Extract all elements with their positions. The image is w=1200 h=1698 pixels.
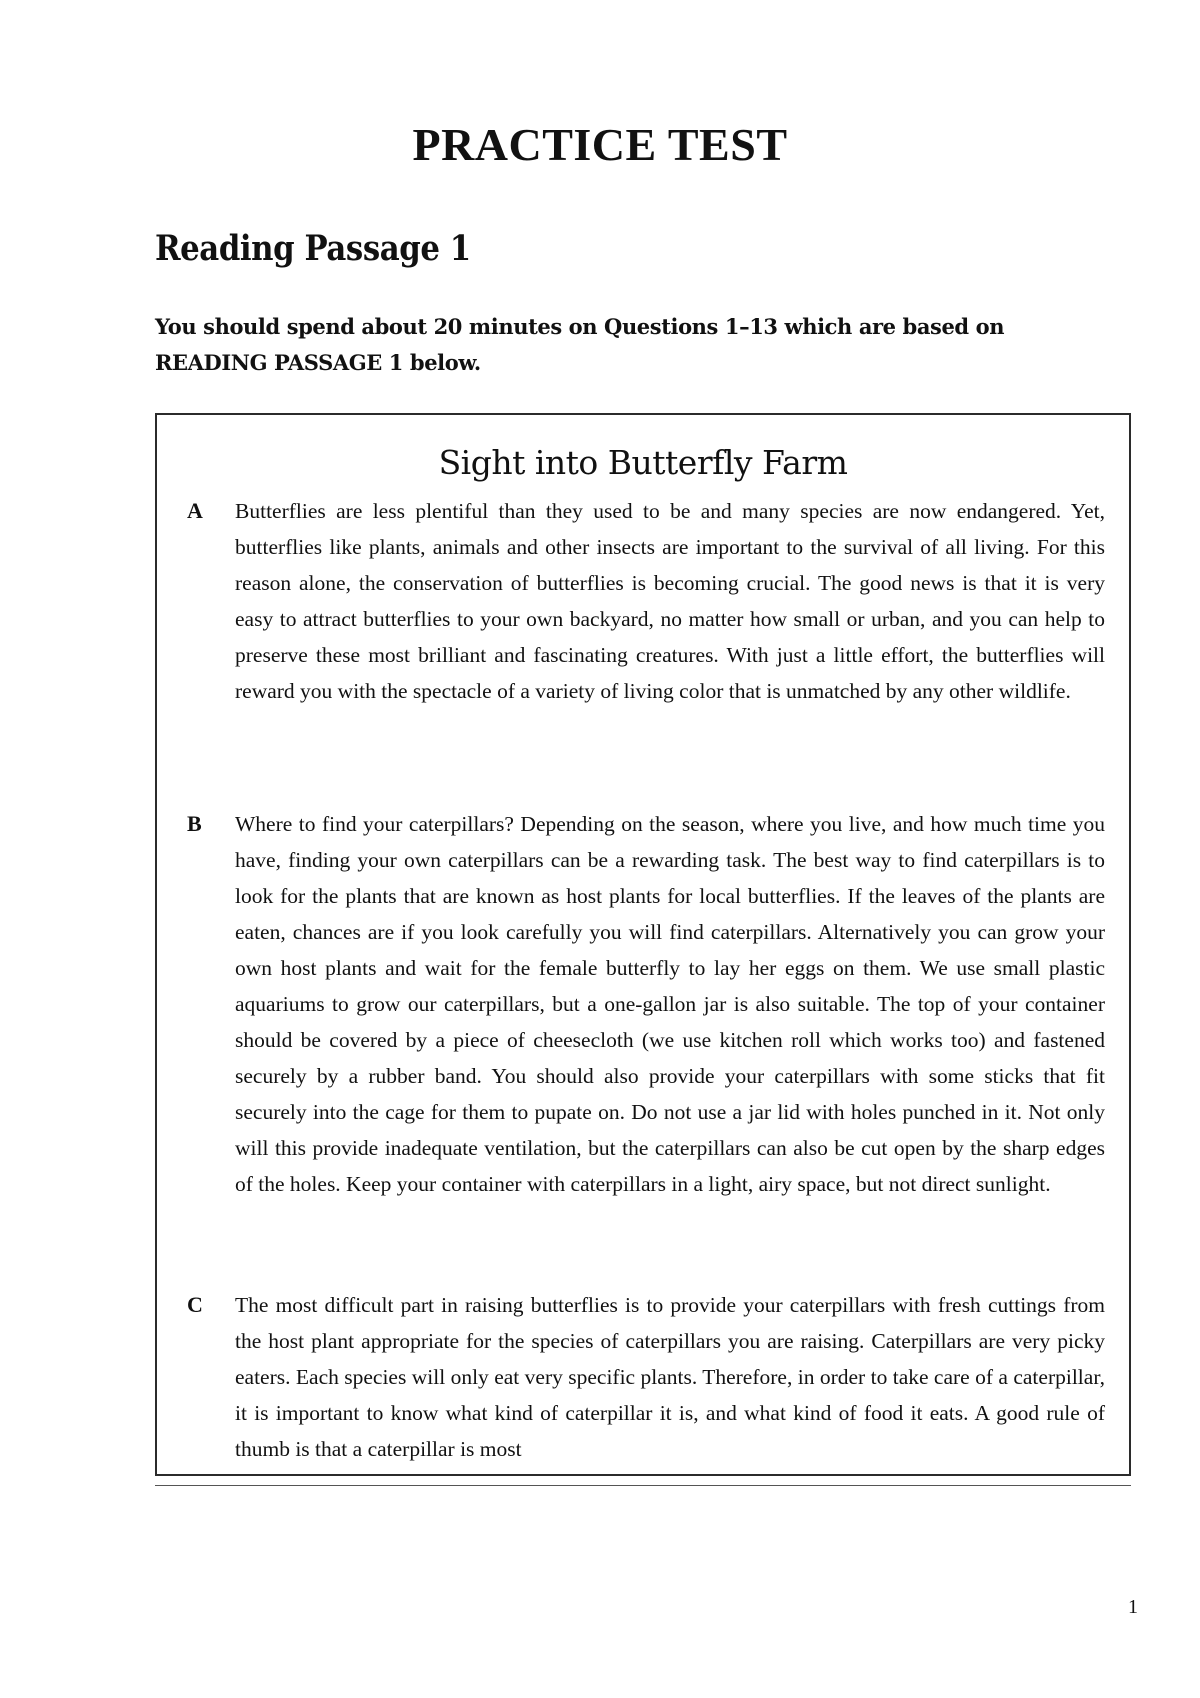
paragraph-text: Butterflies are less plentiful than they used to be and many species are now endangered. Yet, butterflies like plants, animals and other insects are important to the survival of all living. For this reason alone, the conservation of butterflies is becoming crucial. The good news is that it is very easy to attract butterflies to your own backyard, no matter how small or urban, and you can help to preserve these most brilliant and fascinating creatures. With just a little effort, the butterflies will reward you with the spectacle of a variety of living color that is unmatched by any other wildlife. bbox=[235, 499, 1105, 703]
paragraph-text: The most difficult part in raising butterflies is to provide your caterpillars with fresh cuttings from the host plant appropriate for the species of caterpillars you are raising. Caterpillars are very picky eaters. Each species will only eat very specific plants. Therefore, in order to take care of a caterpillar, it is important to know what kind of caterpillar it is, and what kind of food it eats. A good rule of thumb is that a caterpillar is most bbox=[235, 1293, 1105, 1461]
page-number: 1 bbox=[1128, 1596, 1138, 1618]
passage-box bbox=[155, 413, 1131, 1476]
page-title: PRACTICE TEST bbox=[412, 119, 788, 170]
paragraph-letter: C bbox=[187, 1292, 203, 1317]
paragraph-letter: A bbox=[187, 498, 203, 523]
paragraph-letter: B bbox=[187, 811, 202, 836]
bottom-rule bbox=[155, 1485, 1131, 1486]
instructions: You should spend about 20 minutes on Questions 1–13 which are based on READING PASSAGE 1 below. bbox=[155, 314, 1005, 375]
paragraph-text: Where to find your caterpillars? Depending on the season, where you live, and how much time you have, finding your own caterpillars can be a rewarding task. The best way to find caterpillars is to look for the plants that are known as host plants for local butterflies. If the leaves of the plants are eaten, chances are if you look carefully you will find caterpillars. Alternatively you can grow your own host plants and wait for the female butterfly to lay her eggs on them. We use small plastic aquariums to grow our caterpillars, but a one-gallon jar is also suitable. The top of your container should be covered by a piece of cheesecloth (we use kitchen roll which works too) and fastened securely by a rubber band. You should also provide your caterpillars with some sticks that fit securely into the cage for them to pupate on. Do not use a jar lid with holes punched in it. Not only will this provide inadequate ventilation, but the caterpillars can also be cut open by the sharp edges of the holes. Keep your container with caterpillars in a light, airy space, but not direct sunlight. bbox=[235, 812, 1105, 1196]
section-heading: Reading Passage 1 bbox=[155, 228, 471, 269]
passage-title: Sight into Butterfly Farm bbox=[438, 443, 848, 482]
